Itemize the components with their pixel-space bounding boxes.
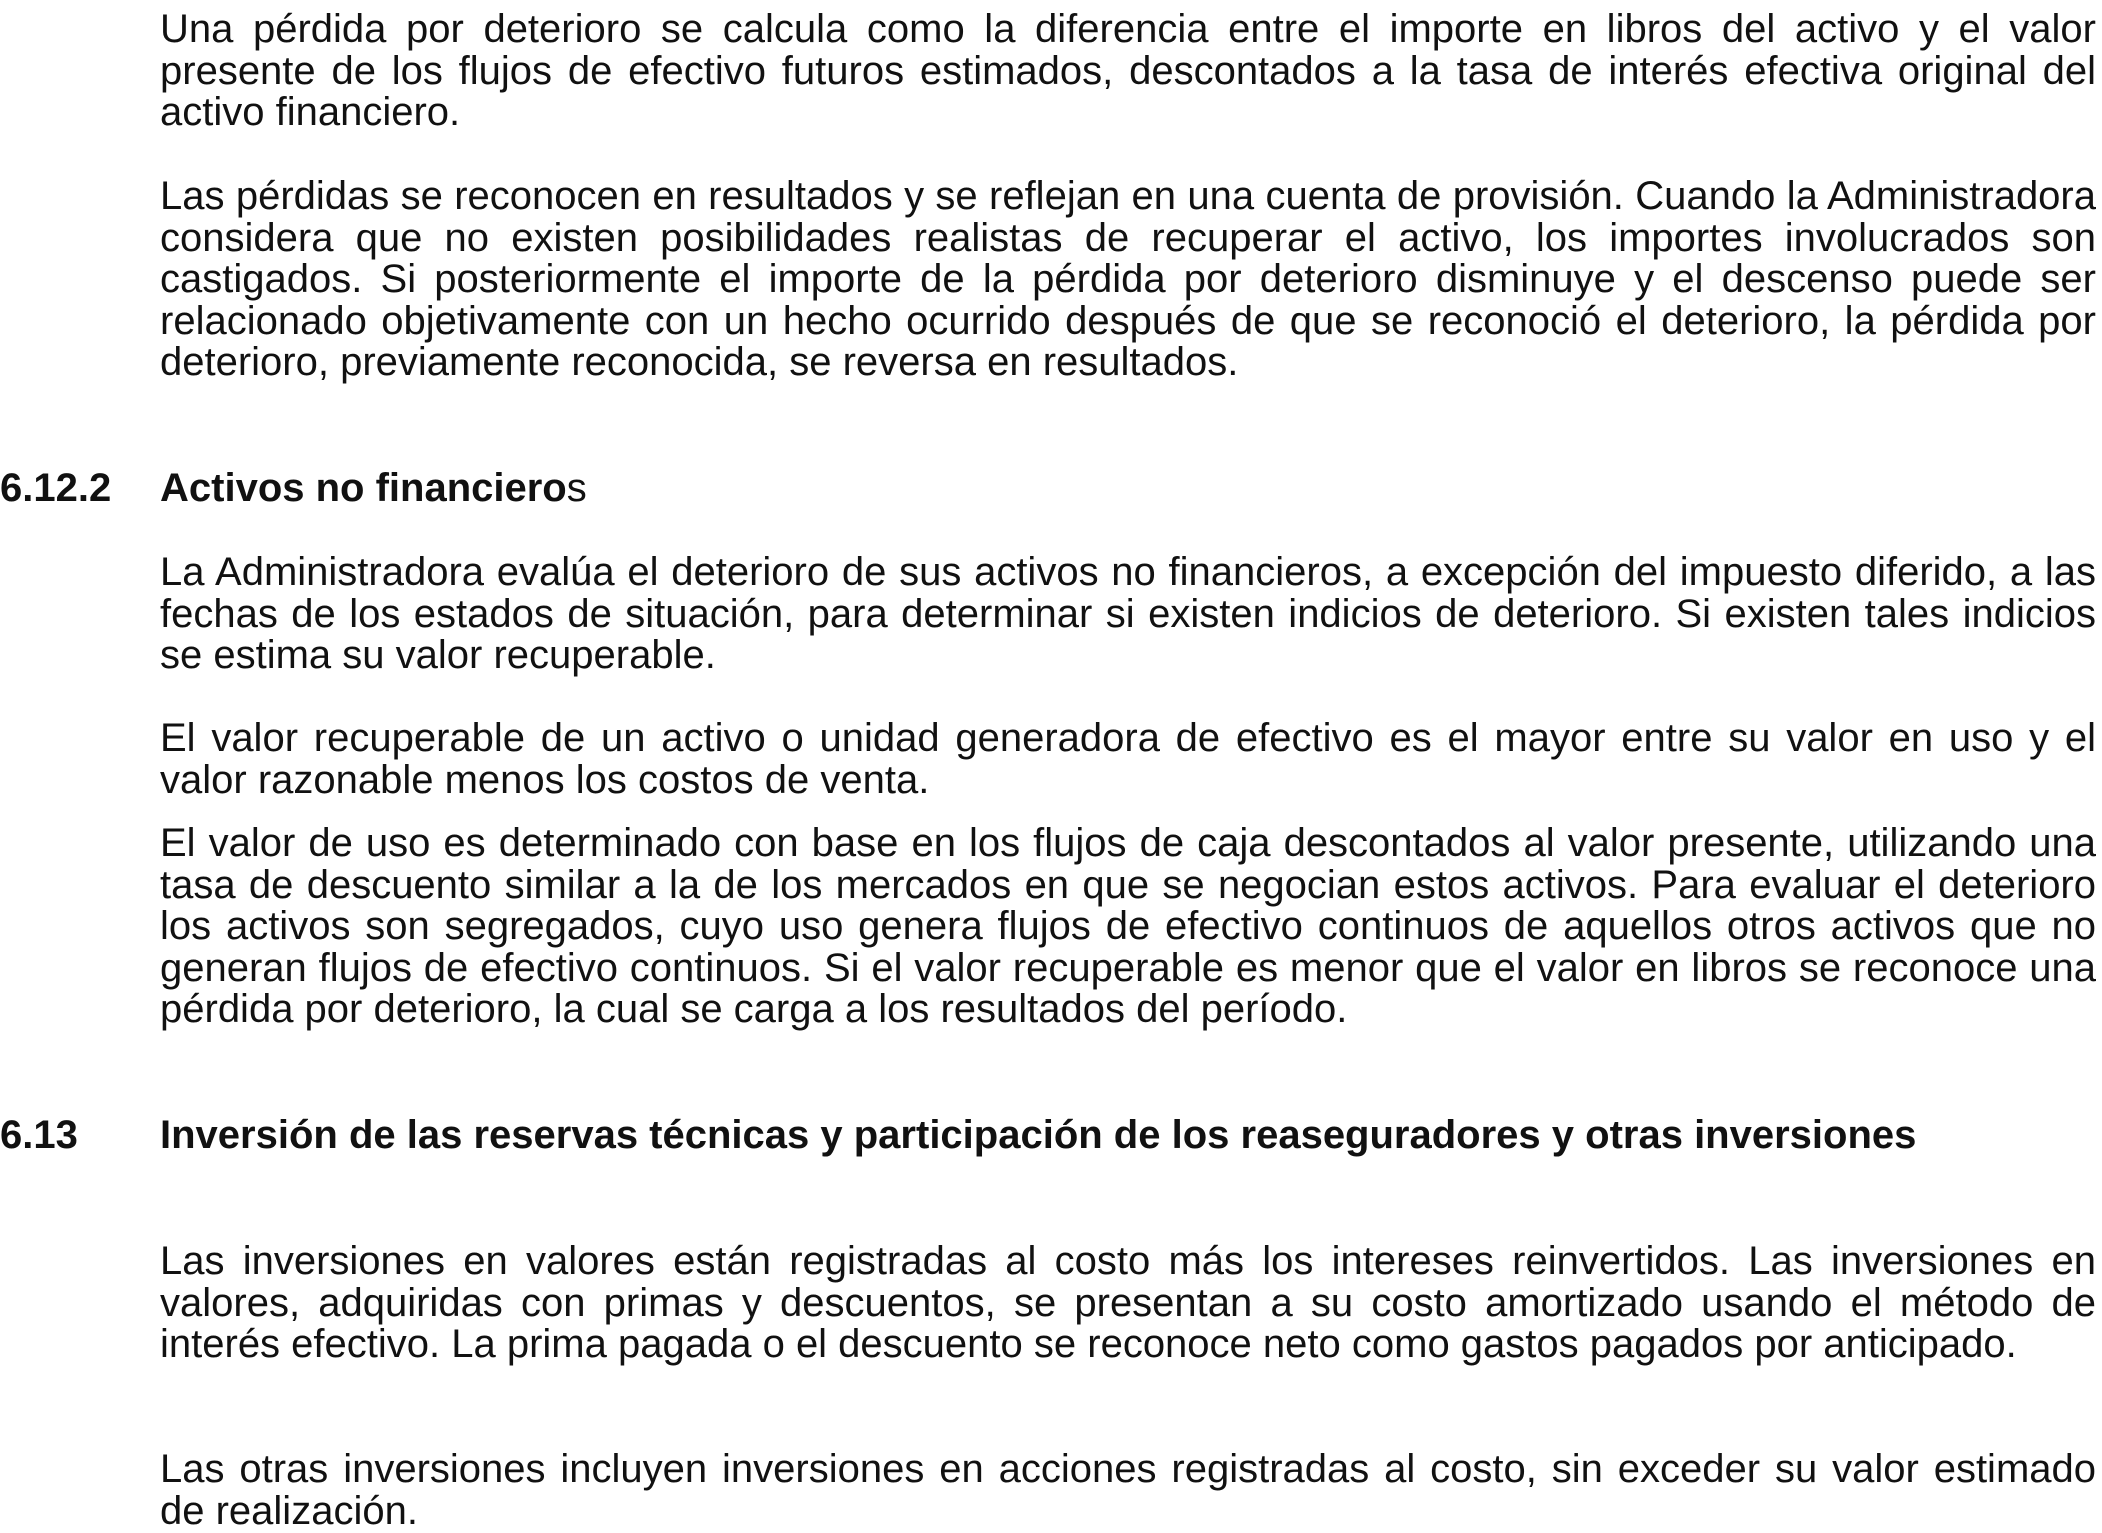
paragraph-non-financial-assessment: La Administradora evalúa el deterioro de sus activos no financieros, a excepción del impuesto diferido, a las fechas de los estados de situación, para determinar si existen indicios de deterioro. Si existen tales indicios se estima su valor recuperable.: [160, 550, 2096, 677]
section-title-investments: Inversión de las reservas técnicas y participación de los reaseguradores y otras inversiones: [160, 1113, 1917, 1157]
section-title-non-financial-assets: [160, 468, 2096, 510]
paragraph-impairment-calculation: Una pérdida por deterioro se calcula como la diferencia entre el importe en libros del activo y el valor presente de los flujos de efectivo futuros estimados, descontados a la tasa de interés efectiva original del activo financiero.: [160, 7, 2096, 134]
paragraph-securities-investments: Las inversiones en valores están registradas al costo más los intereses reinvertidos. Las inversiones en valores, adquiridas con primas y descuentos, se presentan a su costo amortizado usando el método de interés efectivo. La prima pagada o el descuento se reconoce neto como gastos pagados por anticipado.: [160, 1239, 2096, 1366]
paragraph-other-investments: Las otras inversiones incluyen inversiones en acciones registradas al costo, sin exceder su valor estimado de realización.: [160, 1447, 2096, 1533]
section-number-6-12-2: 6.12.2: [0, 466, 112, 510]
paragraph-value-in-use: El valor de uso es determinado con base en los flujos de caja descontados al valor presente, utilizando una tasa de descuento similar a la de los mercados en que se negocian estos activos. Para evaluar el deterioro los activos son segregados, cuyo uso genera flujos de efectivo continuos de aquellos otros activos que no generan flujos de efectivo continuos. Si el valor recuperable es menor que el valor en libros se reconoce una pérdida por deterioro, la cual se carga a los resultados del período.: [160, 821, 2096, 1031]
section-title-main: Activos no financiero: [160, 466, 567, 510]
section-title-tail: s: [566, 466, 587, 510]
paragraph-recoverable-value: El valor recuperable de un activo o unidad generadora de efectivo es el mayor entre su valor en uso y el valor razonable menos los costos de venta.: [160, 716, 2096, 802]
paragraph-impairment-losses: Las pérdidas se reconocen en resultados y se reflejan en una cuenta de provisión. Cuando la Administradora considera que no existen posibilidades realistas de recuperar el activo, los importes involucrados son castigados. Si posteriormente el importe de la pérdida por deterioro disminuye y el descenso puede ser relacionado objetivamente con un hecho ocurrido después de que se reconoció el deterioro, la pérdida por deterioro, previamente reconocida, se reversa en resultados.: [160, 174, 2096, 384]
section-number-6-13: 6.13: [0, 1113, 78, 1157]
